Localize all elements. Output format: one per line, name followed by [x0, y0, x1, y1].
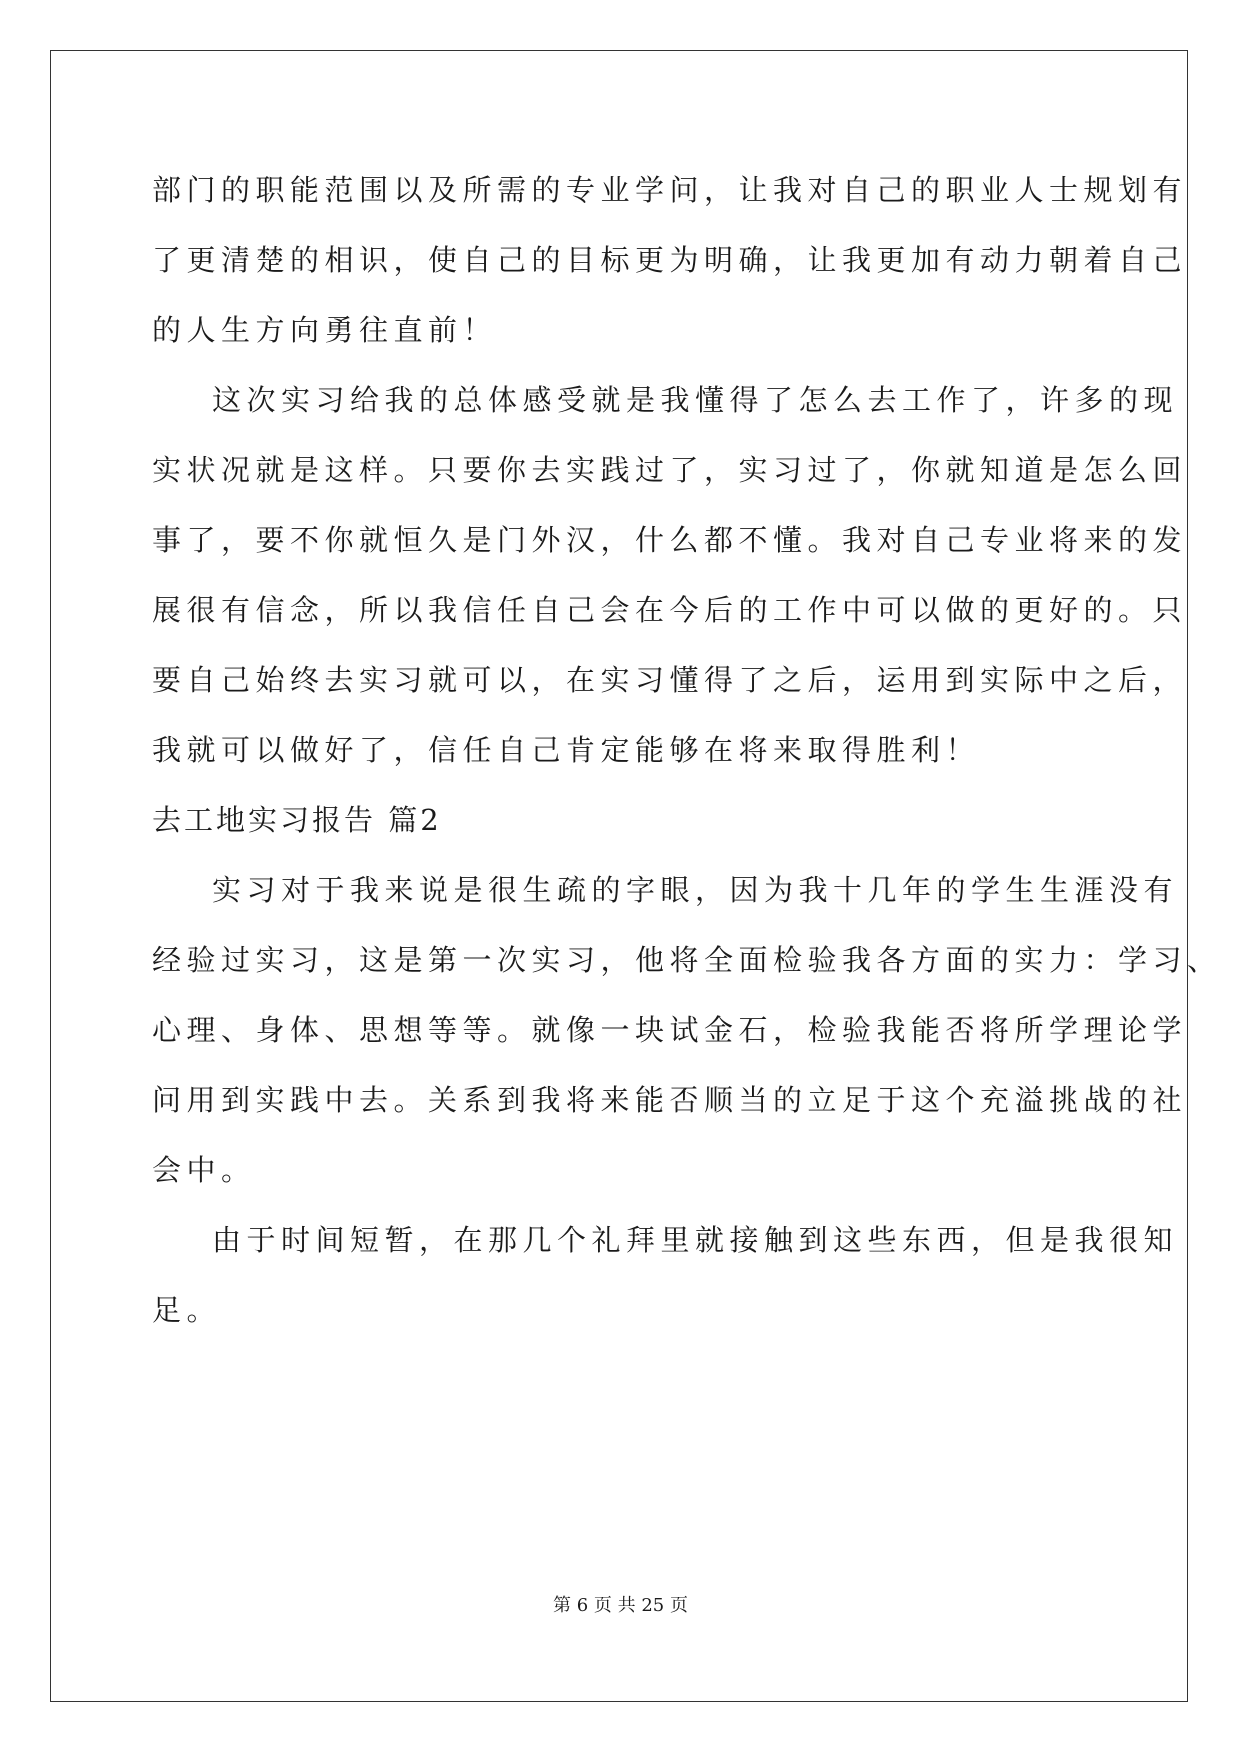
text-line: 事了，要不你就恒久是门外汉，什么都不懂。我对自己专业将来的发: [152, 523, 1188, 557]
text-line: 了更清楚的相识，使自己的目标更为明确，让我更加有动力朝着自己: [152, 243, 1188, 277]
text-line: 由于时间短暂，在那几个礼拜里就接触到这些东西，但是我很知: [212, 1223, 1179, 1257]
text-line: 足。: [152, 1293, 222, 1327]
text-line: 我就可以做好了，信任自己肯定能够在将来取得胜利！: [152, 733, 981, 767]
section-heading: 去工地实习报告 篇2: [152, 803, 442, 837]
text-line: 问用到实践中去。关系到我将来能否顺当的立足于这个充溢挑战的社: [152, 1083, 1188, 1117]
text-line: 要自己始终去实习就可以，在实习懂得了之后，运用到实际中之后，: [152, 663, 1188, 697]
text-line: 这次实习给我的总体感受就是我懂得了怎么去工作了，许多的现: [212, 383, 1179, 417]
text-line: 实习对于我来说是很生疏的字眼，因为我十几年的学生生涯没有: [212, 873, 1179, 907]
text-line: 心理、身体、思想等等。就像一块试金石，检验我能否将所学理论学: [152, 1013, 1188, 1047]
text-line: 展很有信念，所以我信任自己会在今后的工作中可以做的更好的。只: [152, 593, 1188, 627]
text-line: 经验过实习，这是第一次实习，他将全面检验我各方面的实力：学习、: [152, 943, 1222, 977]
text-line: 实状况就是这样。只要你去实践过了，实习过了，你就知道是怎么回: [152, 453, 1188, 487]
text-line: 部门的职能范围以及所需的专业学问，让我对自己的职业人士规划有: [152, 173, 1188, 207]
text-line: 的人生方向勇往直前！: [152, 313, 498, 347]
text-line: 会中。: [152, 1153, 256, 1187]
page-footer: 第 6 页 共 25 页: [553, 1595, 688, 1616]
